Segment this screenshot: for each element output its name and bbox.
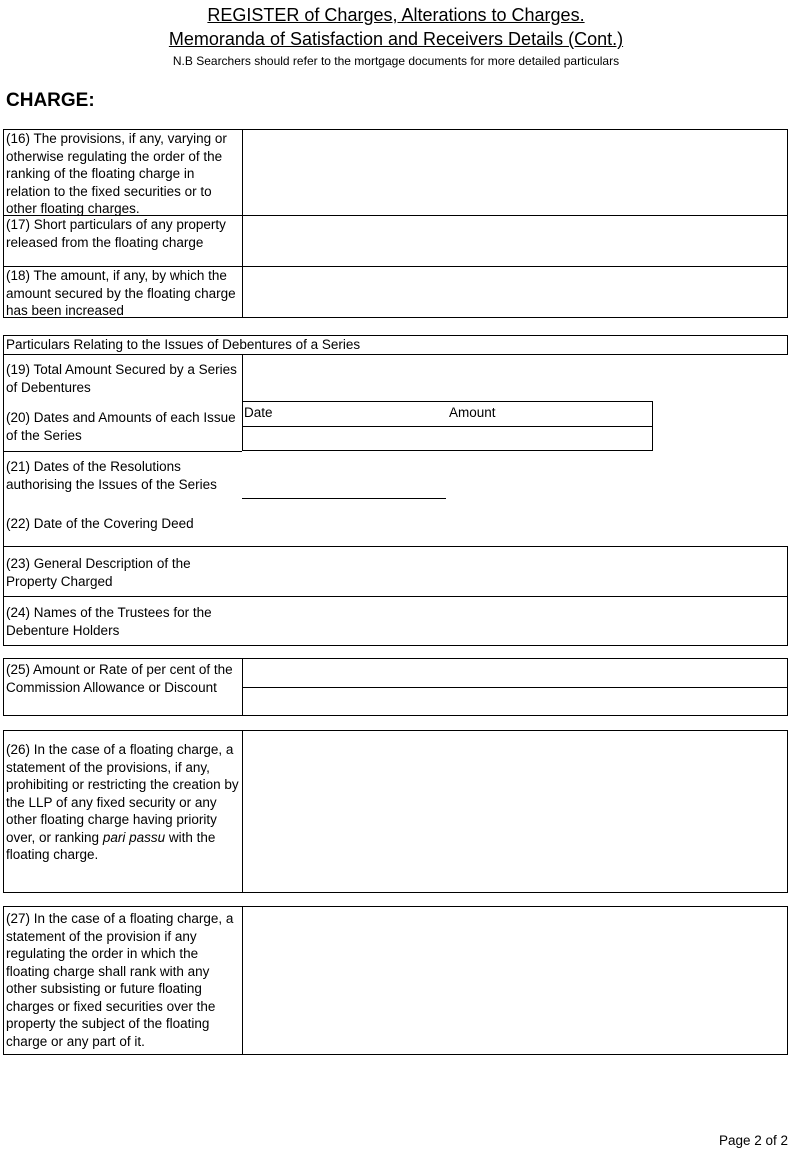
item-26-label bbox=[6, 741, 242, 864]
item-27-label: (27) In the case of a floating charge, a statement of the provision if any regulating the order in which the floating charge shall rank with any other subsisting or future floating charges or fixed securities over the property the subject of the floating charge or any part of it. bbox=[6, 911, 234, 1049]
item-20-amount-header: Amount bbox=[449, 405, 496, 420]
item-23-label: (23) General Description of the Property Charged bbox=[6, 556, 191, 589]
item-21-label: (21) Dates of the Resolutions authorising the Issues of the Series bbox=[6, 459, 217, 492]
item-17-label: (17) Short particulars of any property released from the floating charge bbox=[6, 217, 226, 250]
item-24-label: (24) Names of the Trustees for the Debenture Holders bbox=[6, 605, 212, 638]
page-number: Page 2 of 2 bbox=[718, 1133, 788, 1148]
register-title-line2: Memoranda of Satisfaction and Receivers Details (Cont.) bbox=[168, 29, 624, 49]
item-20-date-header: Date bbox=[244, 405, 273, 420]
item-16-label: (16) The provisions, if any, varying or otherwise regulating the order of the ranking of the floating charge in relation to the fixed securities or to other floating charges. bbox=[6, 131, 227, 216]
item-18-label: (18) The amount, if any, by which the amount secured by the floating charge has been increased bbox=[6, 268, 236, 318]
charge-heading: CHARGE: bbox=[6, 90, 95, 111]
item-19-label: (19) Total Amount Secured by a Series of Debentures bbox=[6, 362, 237, 395]
item-26-text: (26) In the case of a floating charge, a statement of the provisions, if any, prohibiting or restricting the creation by the LLP of any fixed security or any other floating charge having priority over, or ranking bbox=[6, 742, 239, 845]
item-26-pari-passu: pari passu bbox=[102, 829, 166, 845]
item-25-label: (25) Amount or Rate of per cent of the Commission Allowance or Discount bbox=[6, 662, 233, 695]
debentures-header: Particulars Relating to the Issues of Debentures of a Series bbox=[6, 337, 361, 352]
item-20-label: (20) Dates and Amounts of each Issue of the Series bbox=[6, 410, 236, 443]
searchers-note: N.B Searchers should refer to the mortgage documents for more detailed particulars bbox=[172, 54, 620, 68]
item-22-label: (22) Date of the Covering Deed bbox=[6, 516, 194, 531]
item-26-text-end: with the floating charge. bbox=[6, 829, 216, 862]
register-title-line1: REGISTER of Charges, Alterations to Charges. bbox=[207, 5, 585, 25]
